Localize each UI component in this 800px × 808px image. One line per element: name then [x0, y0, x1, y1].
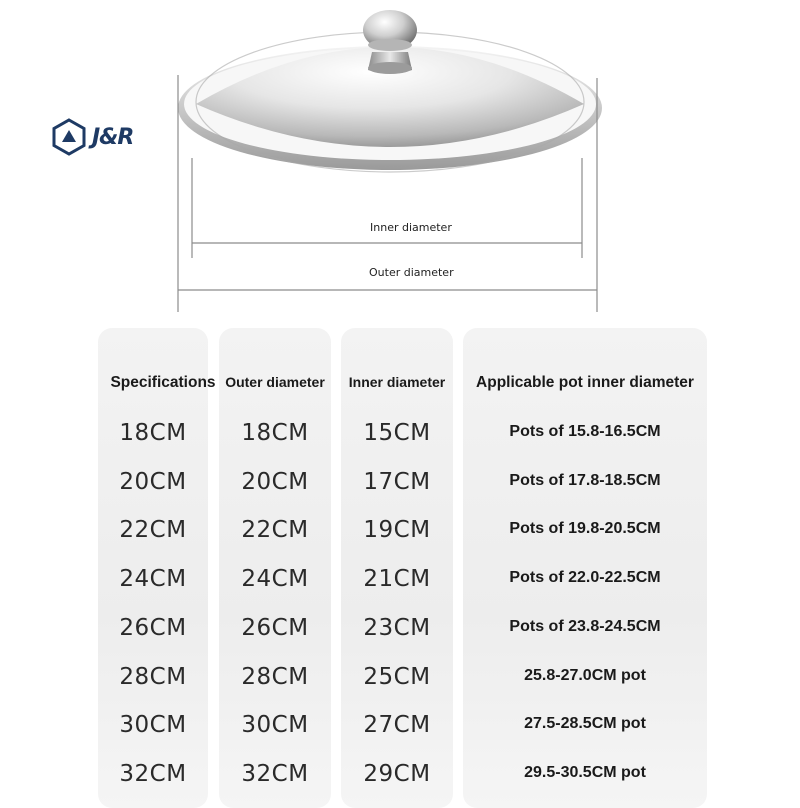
- cell-inner: 27CM: [363, 712, 431, 739]
- cell-pot: Pots of 15.8-16.5CM: [509, 423, 661, 440]
- inner-diameter-label: Inner diameter: [370, 221, 452, 234]
- applicable-pot-column: [463, 328, 707, 808]
- outer-diameter-column: [219, 328, 331, 808]
- cell-spec: 22CM: [119, 517, 187, 544]
- cell-spec: 18CM: [119, 420, 187, 446]
- cell-spec: 32CM: [119, 760, 187, 787]
- cell-pot: 29.5-30.5CM pot: [524, 763, 646, 781]
- inner-diameter-column: [341, 328, 453, 808]
- cell-inner: 21CM: [363, 566, 431, 593]
- lid-diagram: [0, 0, 800, 320]
- cell-pot: Pots of 19.8-20.5CM: [509, 520, 661, 538]
- cell-pot: 27.5-28.5CM pot: [524, 715, 646, 733]
- cell-outer: 20CM: [241, 468, 309, 495]
- cell-pot: Pots of 23.8-24.5CM: [509, 617, 661, 635]
- cell-spec: 24CM: [119, 566, 187, 593]
- cell-inner: 29CM: [363, 760, 431, 787]
- outer-diameter-label: Outer diameter: [369, 266, 454, 279]
- cell-outer: 30CM: [241, 712, 309, 739]
- cell-pot: 25.8-27.0CM pot: [524, 666, 646, 684]
- cell-outer: 22CM: [241, 517, 309, 544]
- cell-outer: 18CM: [241, 420, 309, 446]
- cell-outer: 28CM: [241, 663, 309, 690]
- cell-outer: 32CM: [241, 760, 309, 787]
- header-outer-diameter: Outer diameter: [225, 374, 325, 390]
- cell-spec: 26CM: [119, 614, 187, 641]
- header-specifications: Specifications: [110, 374, 216, 391]
- cell-outer: 24CM: [241, 566, 309, 593]
- specifications-column: [98, 328, 216, 808]
- cell-pot: Pots of 22.0-22.5CM: [509, 569, 661, 587]
- header-inner-diameter: Inner diameter: [348, 374, 446, 390]
- cell-inner: 25CM: [363, 663, 431, 690]
- cell-inner: 19CM: [363, 517, 431, 544]
- cell-spec: 20CM: [119, 468, 187, 495]
- cell-inner: 15CM: [363, 420, 431, 446]
- cell-inner: 23CM: [363, 614, 431, 641]
- cell-outer: 26CM: [241, 614, 309, 641]
- cell-spec: 30CM: [119, 712, 187, 739]
- cell-inner: 17CM: [363, 468, 431, 495]
- brand-name: J&R: [92, 124, 134, 150]
- cell-pot: Pots of 17.8-18.5CM: [509, 471, 661, 489]
- cell-spec: 28CM: [119, 663, 187, 690]
- header-applicable-pot: Applicable pot inner diameter: [476, 374, 694, 391]
